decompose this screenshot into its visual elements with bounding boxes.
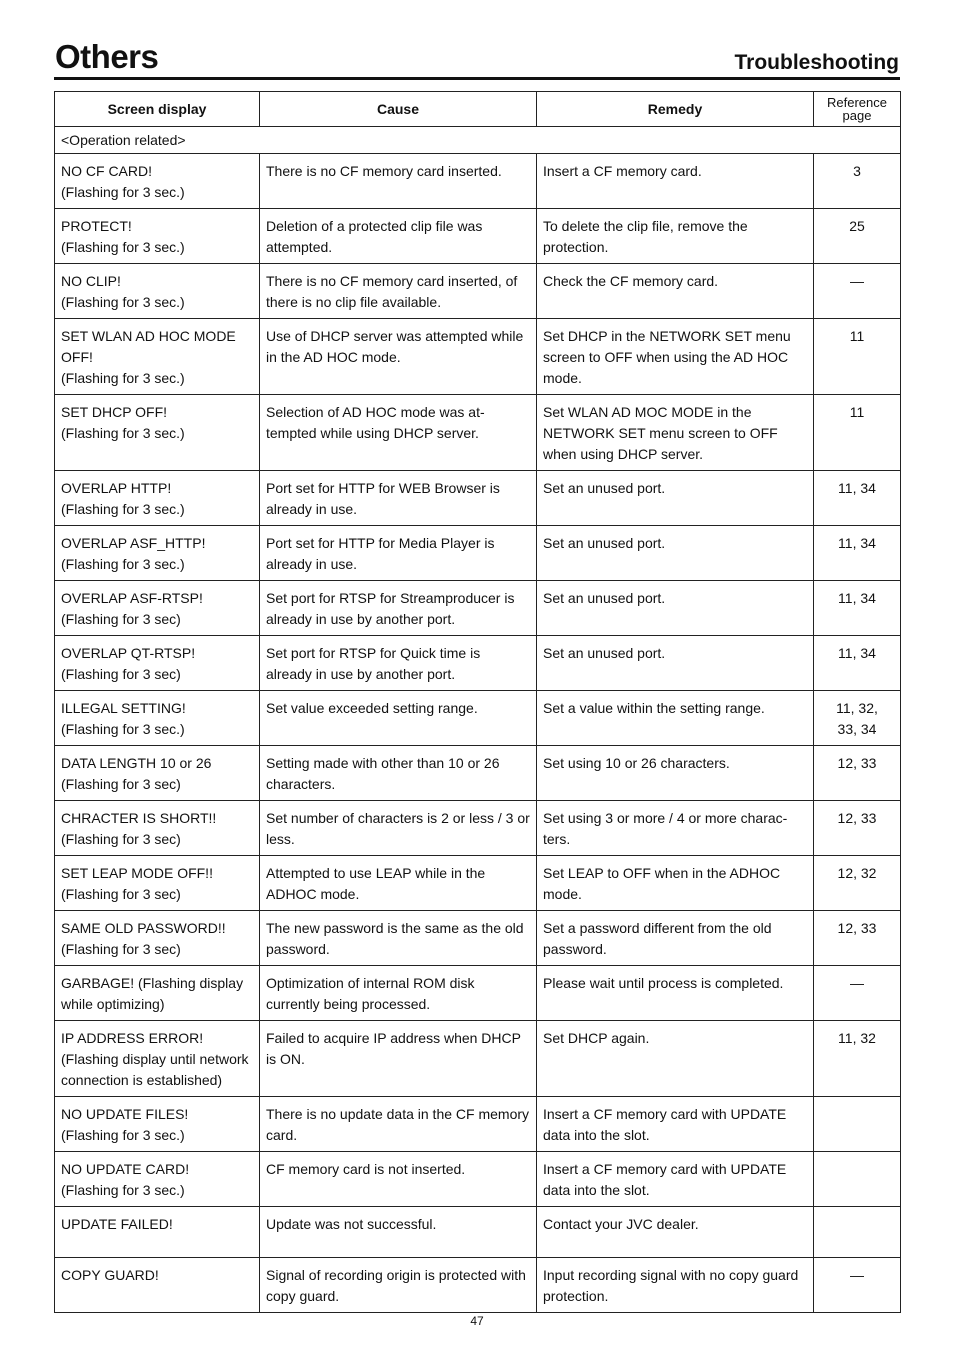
cause-cell: Use of DHCP server was attempted while in the AD HOC mode. [260, 319, 537, 395]
remedy-cell: Insert a CF memory card with UPDATE data into the slot. [537, 1097, 814, 1152]
screen-display-cell: OVERLAP ASF_HTTP! (Flashing for 3 sec.) [55, 526, 260, 581]
reference-page-cell: 11, 34 [814, 526, 901, 581]
cause-cell: Port set for HTTP for Media Player is already in use. [260, 526, 537, 581]
reference-page-cell: — [814, 1258, 901, 1313]
cause-cell: Deletion of a protected clip file was attempted. [260, 209, 537, 264]
table-row [55, 319, 901, 395]
screen-display-cell: NO CLIP! (Flashing for 3 sec.) [55, 264, 260, 319]
remedy-cell: Set using 10 or 26 characters. [537, 746, 814, 801]
cause-cell: Port set for HTTP for WEB Browser is already in use. [260, 471, 537, 526]
reference-page-cell: — [814, 966, 901, 1021]
remedy-cell: Set DHCP again. [537, 1021, 814, 1097]
reference-page-cell: — [814, 264, 901, 319]
reference-page-cell: 3 [814, 154, 901, 209]
screen-display-cell: SET LEAP MODE OFF!! (Flashing for 3 sec) [55, 856, 260, 911]
reference-page-cell: 25 [814, 209, 901, 264]
cause-cell: Selection of AD HOC mode was at-tempted while using DHCP server. [260, 395, 537, 471]
remedy-cell: Set using 3 or more / 4 or more charac-ters. [537, 801, 814, 856]
remedy-cell: Set an unused port. [537, 471, 814, 526]
table-row [55, 1258, 901, 1313]
screen-display-cell: CHRACTER IS SHORT!! (Flashing for 3 sec) [55, 801, 260, 856]
reference-page-cell: 11, 32 [814, 1021, 901, 1097]
remedy-cell: Set a password different from the old password. [537, 911, 814, 966]
screen-display-cell: SET WLAN AD HOC MODE OFF! (Flashing for 3 sec.) [55, 319, 260, 395]
reference-page-cell: 11, 32, 33, 34 [814, 691, 901, 746]
remedy-cell: Please wait until process is completed. [537, 966, 814, 1021]
table-row [55, 581, 901, 636]
reference-page-cell: 12, 33 [814, 801, 901, 856]
remedy-cell: Set LEAP to OFF when in the ADHOC mode. [537, 856, 814, 911]
cause-cell: Set port for RTSP for Streamproducer is already in use by another port. [260, 581, 537, 636]
cause-cell: Attempted to use LEAP while in the ADHOC mode. [260, 856, 537, 911]
cause-cell: Failed to acquire IP address when DHCP is ON. [260, 1021, 537, 1097]
screen-display-cell: NO UPDATE FILES! (Flashing for 3 sec.) [55, 1097, 260, 1152]
cause-cell: CF memory card is not inserted. [260, 1152, 537, 1207]
cause-cell: There is no CF memory card inserted. [260, 154, 537, 209]
page-number: 47 [470, 1314, 484, 1328]
reference-page-cell: 11, 34 [814, 471, 901, 526]
table-row [55, 526, 901, 581]
screen-display-cell: NO UPDATE CARD! (Flashing for 3 sec.) [55, 1152, 260, 1207]
screen-display-cell: PROTECT! (Flashing for 3 sec.) [55, 209, 260, 264]
cause-cell: Set port for RTSP for Quick time is already in use by another port. [260, 636, 537, 691]
screen-display-cell: IP ADDRESS ERROR! (Flashing display until network connection is established) [55, 1021, 260, 1097]
remedy-cell: Set an unused port. [537, 526, 814, 581]
cause-cell: Signal of recording origin is protected with copy guard. [260, 1258, 537, 1313]
remedy-cell: Input recording signal with no copy guard protection. [537, 1258, 814, 1313]
remedy-cell: Insert a CF memory card. [537, 154, 814, 209]
table-row [55, 471, 901, 526]
cause-cell: There is no CF memory card inserted, of there is no clip file available. [260, 264, 537, 319]
screen-display-cell: DATA LENGTH 10 or 26 (Flashing for 3 sec) [55, 746, 260, 801]
reference-page-cell: 12, 33 [814, 911, 901, 966]
screen-display-cell: COPY GUARD! [55, 1258, 260, 1313]
screen-display-cell: OVERLAP HTTP! (Flashing for 3 sec.) [55, 471, 260, 526]
remedy-cell: Set a value within the setting range. [537, 691, 814, 746]
table-row [55, 1152, 901, 1207]
reference-page-cell [814, 1097, 901, 1152]
screen-display-cell: UPDATE FAILED! [55, 1207, 260, 1258]
reference-page-cell: 11 [814, 395, 901, 471]
column-header-reference-page: Reference page [814, 92, 901, 127]
remedy-cell: To delete the clip file, remove the protection. [537, 209, 814, 264]
column-header-screen-display: Screen display [55, 92, 260, 127]
table-row [55, 966, 901, 1021]
column-header-remedy: Remedy [537, 92, 814, 127]
table-row [55, 1207, 901, 1258]
screen-display-cell: SAME OLD PASSWORD!! (Flashing for 3 sec) [55, 911, 260, 966]
reference-page-cell: 12, 33 [814, 746, 901, 801]
screen-display-cell: OVERLAP ASF-RTSP! (Flashing for 3 sec) [55, 581, 260, 636]
table-row [55, 1097, 901, 1152]
reference-page-cell [814, 1152, 901, 1207]
table-row [55, 746, 901, 801]
remedy-cell: Set DHCP in the NETWORK SET menu screen to OFF when using the AD HOC mode. [537, 319, 814, 395]
table-row [55, 801, 901, 856]
reference-page-cell: 11, 34 [814, 636, 901, 691]
table-row [55, 1021, 901, 1097]
table-row [55, 911, 901, 966]
reference-page-cell: 11 [814, 319, 901, 395]
remedy-cell: Contact your JVC dealer. [537, 1207, 814, 1258]
reference-page-cell: 11, 34 [814, 581, 901, 636]
group-label: <Operation related> [55, 127, 901, 154]
table-body [55, 127, 901, 1313]
cause-cell: Setting made with other than 10 or 26 characters. [260, 746, 537, 801]
screen-display-cell: GARBAGE! (Flashing display while optimizing) [55, 966, 260, 1021]
screen-display-cell: ILLEGAL SETTING! (Flashing for 3 sec.) [55, 691, 260, 746]
table-row [55, 154, 901, 209]
table-row [55, 209, 901, 264]
cause-cell: Set number of characters is 2 or less / 3 or less. [260, 801, 537, 856]
table-row [55, 636, 901, 691]
remedy-cell: Set WLAN AD MOC MODE in the NETWORK SET menu screen to OFF when using DHCP server. [537, 395, 814, 471]
cause-cell: The new password is the same as the old password. [260, 911, 537, 966]
cause-cell: Set value exceeded setting range. [260, 691, 537, 746]
remedy-cell: Insert a CF memory card with UPDATE data into the slot. [537, 1152, 814, 1207]
section-title: Troubleshooting [734, 51, 899, 74]
screen-display-cell: NO CF CARD! (Flashing for 3 sec.) [55, 154, 260, 209]
table-row [55, 856, 901, 911]
table-row [55, 264, 901, 319]
cause-cell: Optimization of internal ROM disk currently being processed. [260, 966, 537, 1021]
cause-cell: Update was not successful. [260, 1207, 537, 1258]
table-row [55, 691, 901, 746]
troubleshooting-table [54, 91, 901, 1313]
table-header-row [55, 92, 901, 127]
reference-page-cell: 12, 32 [814, 856, 901, 911]
screen-display-cell: OVERLAP QT-RTSP! (Flashing for 3 sec) [55, 636, 260, 691]
reference-page-cell [814, 1207, 901, 1258]
remedy-cell: Set an unused port. [537, 581, 814, 636]
table-row [55, 395, 901, 471]
remedy-cell: Set an unused port. [537, 636, 814, 691]
header-rule [54, 77, 900, 80]
cause-cell: There is no update data in the CF memory card. [260, 1097, 537, 1152]
column-header-cause: Cause [260, 92, 537, 127]
screen-display-cell: SET DHCP OFF! (Flashing for 3 sec.) [55, 395, 260, 471]
group-row [55, 127, 901, 154]
remedy-cell: Check the CF memory card. [537, 264, 814, 319]
page-title: Others [55, 38, 159, 75]
